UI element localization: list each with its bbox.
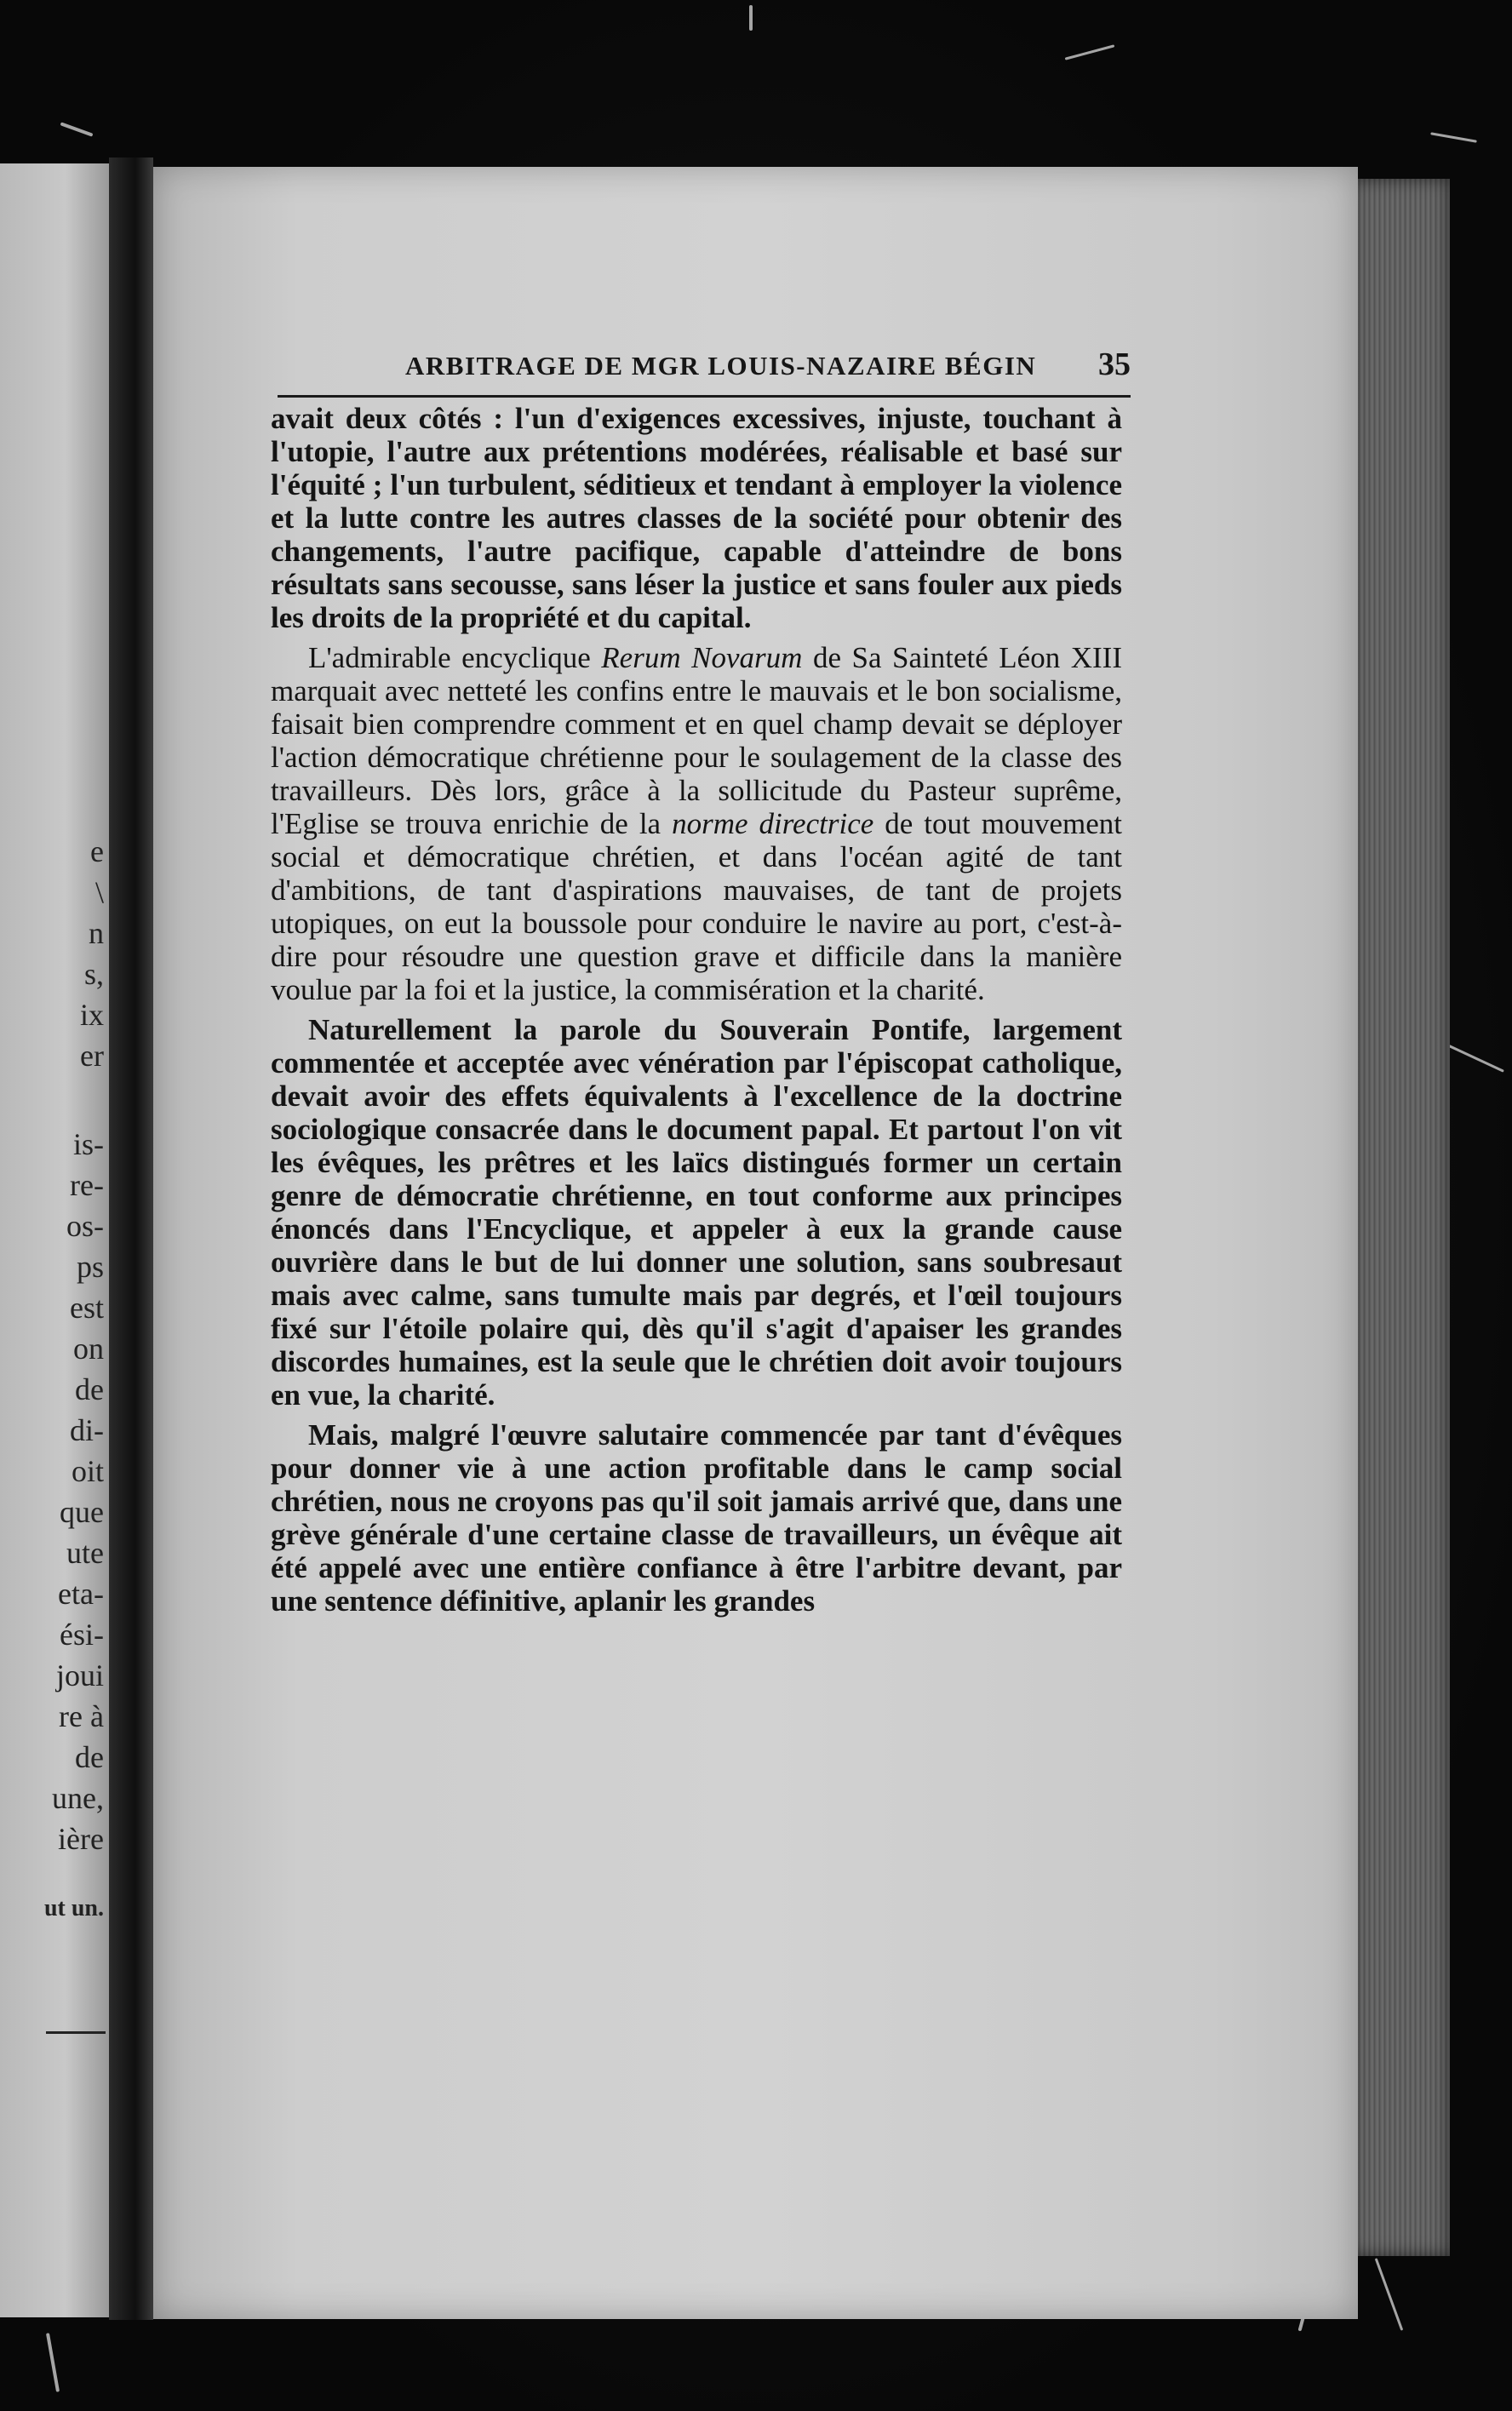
body-text (271, 402, 1122, 1624)
left-page-footnote-rule (46, 2031, 106, 2034)
left-page-fragment: joui (55, 1658, 104, 1692)
film-scratch (749, 5, 753, 31)
paragraph-2-part-b: de Sa Sainteté Léon XIII marquait avec netteté les confins entre le mauvais et le bon socialisme, faisait bien comprendre comment et en quel champ devait se déployer l'action démocratique chrétienne pour le soulagement de la classe des travailleurs. Dès lors, grâce à la sollicitude du Pasteur suprême, l'Eglise se trouva enrichie de la (271, 641, 1122, 840)
left-page-fragment: re- (70, 1168, 104, 1202)
left-page-fragment: de (75, 1740, 104, 1774)
page-number: 35 (1098, 346, 1131, 382)
left-page-fragment: de (75, 1372, 104, 1406)
paragraph-3: Naturellement la parole du Souverain Pontife, largement commentée et acceptée avec vénération par l'épiscopat catholique, devait avoir des effets équivalents à l'excellence de la doctrine sociologique consacrée dans le document papal. Et partout l'on vit les évêques, les prêtres et les laïcs distingués former un certain genre de démocratie chrétienne, en tout conforme aux principes énoncés dans l'Encyclique, et appeler à eux la grande cause ouvrière dans le but de lui donner une solution, sans soubresaut mais avec calme, sans tumulte mais par degrés, et l'œil toujours fixé sur l'étoile polaire qui, dès qu'il s'agit d'apaiser les grandes discordes humaines, est la seule que le chrétien doit avoir toujours en vue, la charité. (271, 1013, 1122, 1412)
paragraph-2-part-c: de tout mouvement social et démocratique chrétien, et dans l'océan agité de tant d'ambitions, de tant d'aspirations mauvaises, de tant de projets utopiques, on eut la boussole pour conduire le navire au port, c'est-à-dire pour résoudre une question grave et difficile dans la manière voulue par la foi et la justice, la commisération et la charité. (271, 807, 1122, 1006)
page-header (278, 346, 1131, 390)
running-head: ARBITRAGE DE MGR LOUIS-NAZAIRE BÉGIN (405, 351, 1037, 381)
paragraph-4: Mais, malgré l'œuvre salutaire commencée par tant d'évêques pour donner vie à une action profitable dans le camp social chrétien, nous ne croyons pas qu'il soit jamais arrivé que, dans une grève générale d'une certaine classe de travailleurs, un évêque ait été appelé avec une entière confiance à être l'arbitre devant, par une sentence définitive, aplanir les grandes (271, 1418, 1122, 1618)
left-page-fragment: ps (76, 1250, 104, 1284)
left-page-fragment: eta- (58, 1577, 104, 1611)
left-page-fragment: ute (66, 1536, 104, 1570)
left-page-fragment: est (70, 1291, 104, 1325)
left-page-fragment: e (90, 834, 104, 868)
left-page-fragment: di- (70, 1413, 104, 1447)
left-page-fragment: ix (79, 998, 104, 1032)
left-page-fragment: er (80, 1039, 104, 1073)
paragraph-1: avait deux côtés : l'un d'exigences excessives, injuste, touchant à l'utopie, l'autre aux prétentions modérées, réalisable et basé sur l'équité ; l'un turbulent, séditieux et tendant à employer la violence et la lutte contre les autres classes de la société pour obtenir des changements, l'autre pacifique, capable d'atteindre de bons résultats sans secousse, sans léser la justice et sans fouler aux pieds les droits de la propriété et du capital. (271, 402, 1122, 634)
left-page-fragment: que (60, 1495, 104, 1529)
left-page-fragment: une, (52, 1781, 104, 1815)
left-page-fragment: n (89, 916, 104, 950)
left-page-fragment: s, (83, 957, 104, 991)
left-page-footnote-fragment: ut un. (43, 1895, 104, 1921)
header-rule (278, 395, 1131, 398)
encyclical-title: Rerum Novarum (601, 641, 803, 674)
left-page-fragment: os- (66, 1209, 104, 1243)
paragraph-2 (271, 641, 1122, 1006)
left-page-fragment: oit (71, 1454, 104, 1488)
left-page-fragment: ési- (60, 1618, 104, 1652)
left-page-fragment: re à (59, 1699, 104, 1733)
left-page-fragment: ière (58, 1822, 104, 1856)
book-gutter (109, 157, 153, 2320)
left-page-fragment: \ (94, 875, 104, 909)
norme-directrice: norme directrice (672, 807, 874, 840)
paragraph-2-part-a: L'admirable encyclique (308, 641, 602, 674)
left-facing-page (0, 163, 109, 2317)
left-page-fragment: is- (73, 1127, 104, 1161)
left-page-fragment: on (73, 1331, 104, 1366)
book-page-edges (1349, 179, 1450, 2256)
